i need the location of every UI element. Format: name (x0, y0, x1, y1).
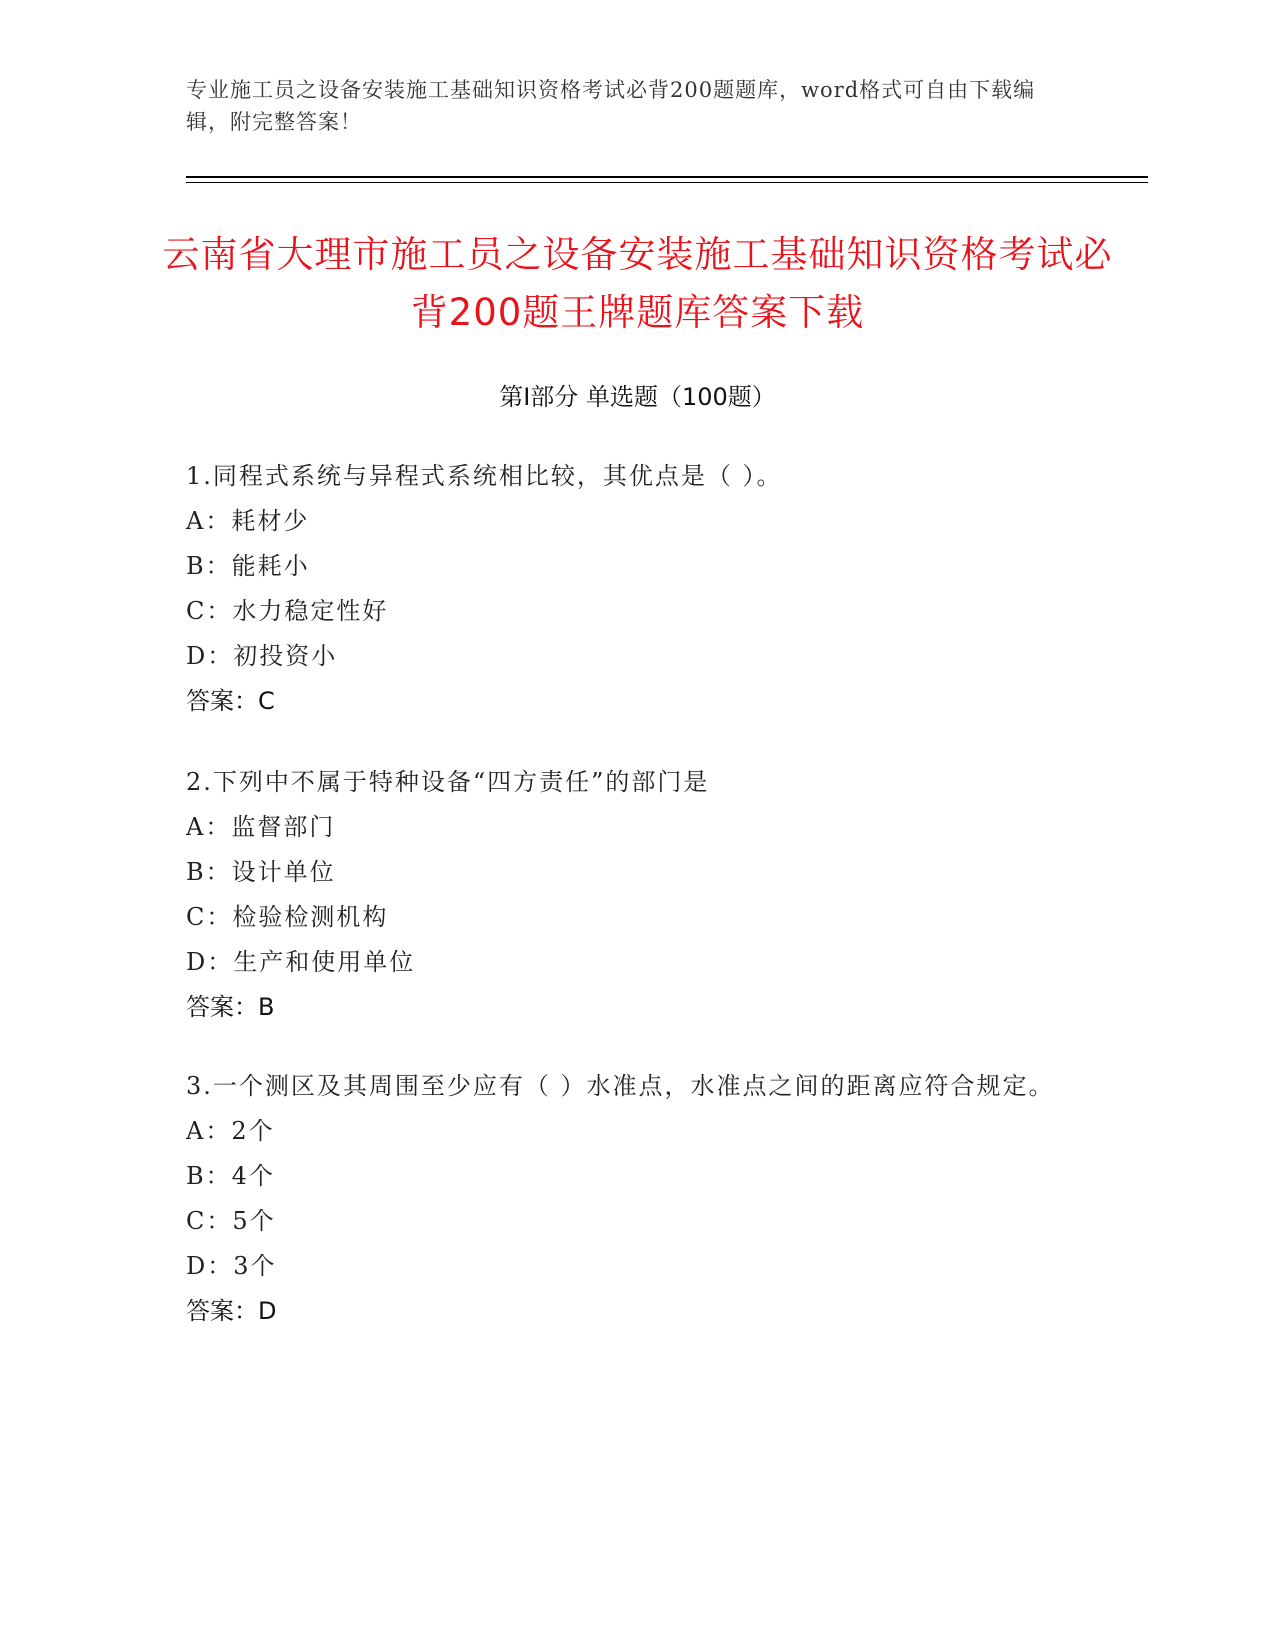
question-stem: 1.同程式系统与异程式系统相比较，其优点是（ ）。 (186, 462, 783, 490)
option-a: A：监督部门 (186, 813, 336, 841)
option-c: C：水力稳定性好 (186, 597, 389, 625)
question-1 (186, 454, 1086, 724)
option-d: D：初投资小 (186, 642, 338, 670)
option-a: A：耗材少 (186, 507, 310, 535)
answer: 答案：D (186, 1297, 277, 1325)
question-3 (186, 1064, 1086, 1334)
option-b: B：设计单位 (186, 858, 336, 886)
header-note: 专业施工员之设备安装施工基础知识资格考试必背200题题库，word格式可自由下载编辑，附完整答案！ (186, 78, 1036, 134)
header-divider-thin (186, 182, 1148, 183)
answer: 答案：B (186, 993, 275, 1021)
option-d: D：3个 (186, 1252, 277, 1280)
question-2 (186, 760, 1086, 1030)
option-b: B：4个 (186, 1162, 275, 1190)
document-title: 云南省大理市施工员之设备安装施工基础知识资格考试必背200题王牌题库答案下载 (162, 233, 1113, 334)
question-stem: 2.下列中不属于特种设备“四方责任”的部门是 (186, 768, 710, 796)
section-heading: 第Ⅰ部分 单选题（100题） (499, 383, 776, 411)
question-stem: 3.一个测区及其周围至少应有（ ）水准点，水准点之间的距离应符合规定。 (186, 1072, 1055, 1100)
header-divider-thick (186, 176, 1148, 178)
option-a: A：2个 (186, 1117, 275, 1145)
option-b: B：能耗小 (186, 552, 310, 580)
answer: 答案：C (186, 687, 275, 715)
option-d: D：生产和使用单位 (186, 948, 416, 976)
option-c: C：检验检测机构 (186, 903, 389, 931)
option-c: C：5个 (186, 1207, 276, 1235)
